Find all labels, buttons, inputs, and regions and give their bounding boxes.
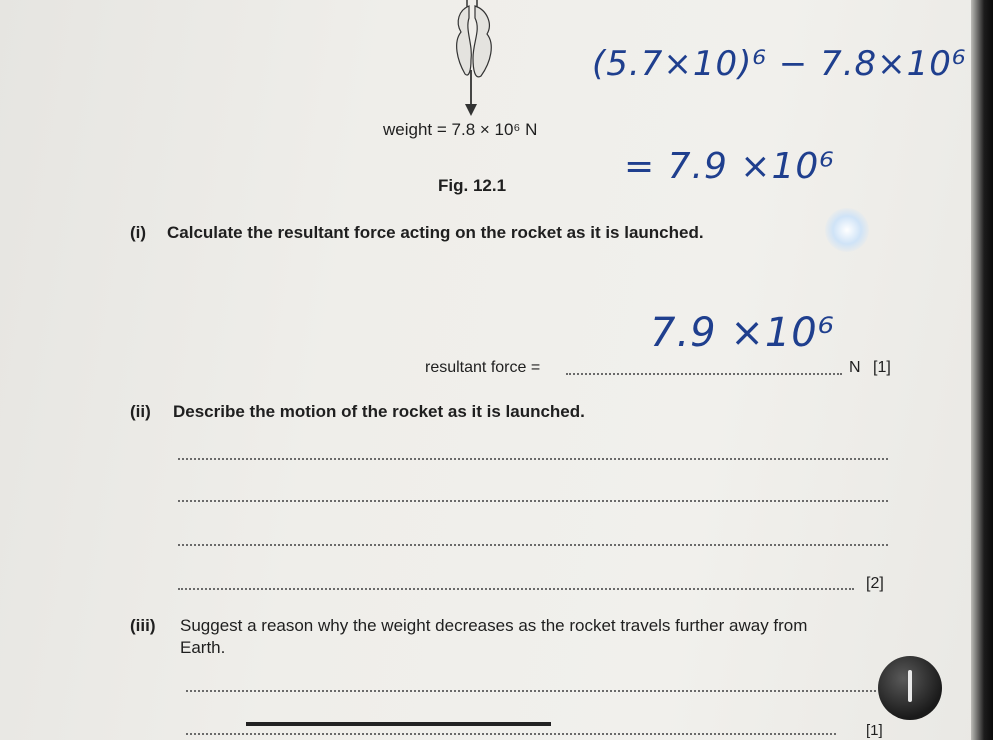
weight-label: weight = 7.8 × 10⁶ N [383,120,538,139]
handwritten-answer: 7.9 ×10⁶ [650,310,835,356]
pencil-edge [246,722,551,726]
handwritten-working-line-2: = 7.9 ×10⁶ [624,146,835,187]
unit-label: N [849,359,861,376]
part-ii-question: Describe the motion of the rocket as it is launched. [173,402,585,421]
part-iii-number: (iii) [130,616,156,635]
part-iii-question-line-1: Suggest a reason why the weight decreases as the rocket travels further away from [180,616,808,635]
part-i-question: Calculate the resultant force acting on the rocket as it is launched. [167,223,704,242]
part-i-number: (i) [130,223,147,242]
answer-line-ii-1 [178,458,888,460]
answer-line-ii-2 [178,500,888,502]
marks-i: [1] [873,359,891,376]
part-ii-number: (ii) [130,402,151,421]
handwritten-working-line-1: (5.7×10)⁶ − 7.8×10⁶ [592,44,967,84]
answer-line-i [566,373,842,375]
light-glare [825,208,869,252]
answer-line-ii-3 [178,544,888,546]
answer-line-ii-4 [178,588,854,590]
rocket-exhaust-diagram [425,0,515,120]
answer-line-iii-2 [186,733,836,735]
figure-caption: Fig. 12.1 [438,176,507,195]
pen-cap-highlight [908,670,912,702]
page-shadow-edge [971,0,993,740]
part-iii-question-line-2: Earth. [180,638,226,657]
marks-iii: [1] [866,722,883,739]
answer-line-iii-1 [186,690,876,692]
resultant-force-label: resultant force = [425,359,541,376]
marks-ii: [2] [866,575,884,592]
pen-cap-object [878,656,942,720]
